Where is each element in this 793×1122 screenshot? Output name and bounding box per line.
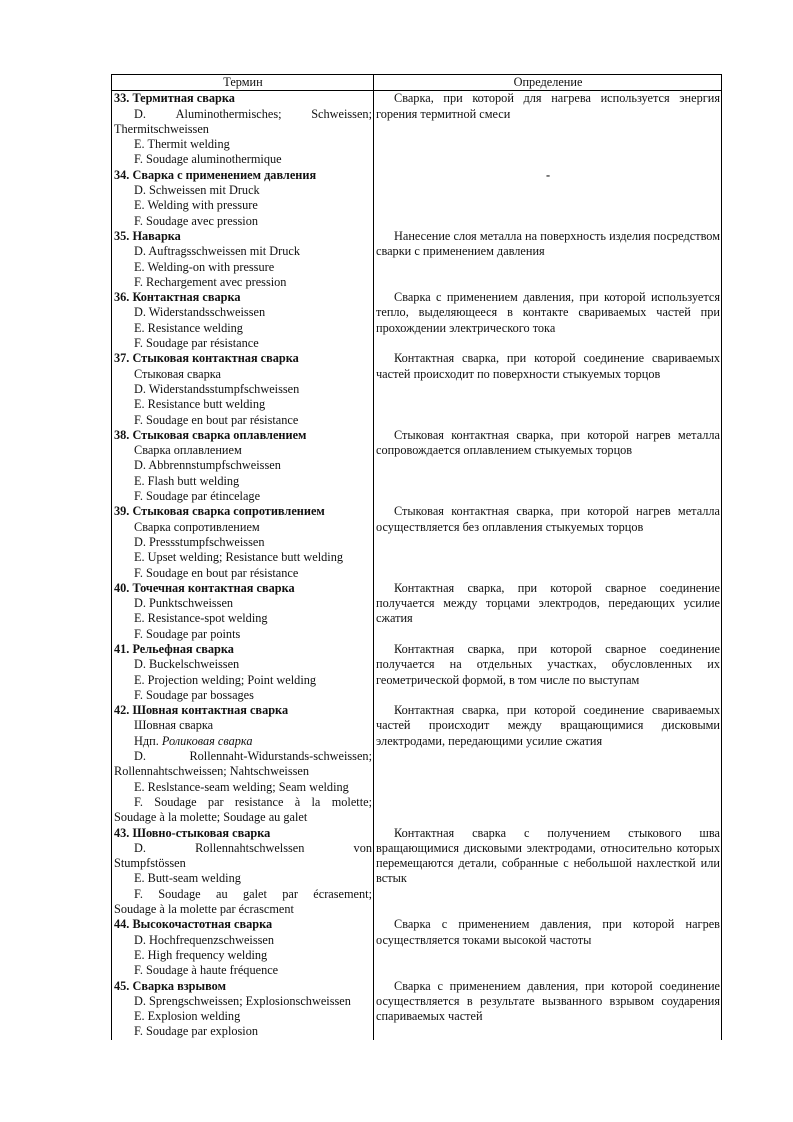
definition-text: Стыковая контактная сварка, при которой нагрев металла осуществляется без оплавления стыкуемых торцов xyxy=(376,504,720,534)
table-row xyxy=(112,229,722,290)
term-french: F. Soudage par points xyxy=(134,626,241,641)
definition-text: Стыковая контактная сварка, при которой нагрев металла сопровождается оплавлением стыкуемых торцов xyxy=(376,427,720,458)
term-title: 45. Сварка взрывом xyxy=(114,978,226,993)
table-row xyxy=(112,168,722,229)
term-french: F. Soudage en bout par résistance xyxy=(134,412,299,427)
term-french-cont: Soudage à la molette; Soudage au galet xyxy=(114,810,308,825)
term-german-cont: Rollennahtschweissen; Nahtschweissen xyxy=(114,764,310,779)
term-french: F. Soudage par étincelage xyxy=(134,489,261,504)
terms-table xyxy=(111,74,722,1040)
definition-text: Контактная сварка, при которой сварное соединение получается на отдельных участках, обусловленных их геометрической формой, в том числе по выступам xyxy=(376,641,720,687)
term-english: E. Butt-seam welding xyxy=(134,871,241,886)
term-english: E. Reslstance-seam welding; Seam welding xyxy=(134,779,349,794)
table-row xyxy=(112,91,722,168)
term-german: D. Buckelschweissen xyxy=(134,657,240,672)
term-title: 36. Контактная сварка xyxy=(114,290,241,305)
table-row xyxy=(112,504,722,580)
definition-text: Сварка с применением давления, при которой соединение осуществляется в результате вызванного взрывом соударения спариваемых частей xyxy=(376,978,720,1024)
definition-text: Контактная сварка, при которой соединение свариваемых частей происходит между вращающимися дисковыми электродами, передающими усилие сжатия xyxy=(376,703,720,748)
term-french: F. Rechargement avec pression xyxy=(134,274,287,289)
term-german: D. Punktschweissen xyxy=(134,596,234,611)
table-row xyxy=(112,703,722,825)
definition-text: Контактная сварка с получением стыкового шва вращающимися дисковыми электродами, относительно которых перемещаются детали, собранные с небольшой нахлесткой или встык xyxy=(376,825,720,886)
table-row xyxy=(112,351,722,427)
term-french: F. Soudage par bossages xyxy=(134,687,254,702)
term-title: 44. Высокочастотная сварка xyxy=(114,917,273,932)
term-title: 40. Точечная контактная сварка xyxy=(114,580,295,595)
term-english: E. Thermit welding xyxy=(134,137,230,152)
term-german: D. Widerstandsschweissen xyxy=(134,305,266,320)
term-english: E. Resistance-spot welding xyxy=(134,611,268,626)
term-german-line: D. Aluminothermisches; Schweissen; xyxy=(134,106,372,121)
table-row xyxy=(112,826,722,918)
term-synonym: Сварка сопротивлением xyxy=(134,519,260,534)
terminology-document xyxy=(111,74,721,1040)
table-row xyxy=(112,642,722,703)
term-french: F. Soudage à haute fréquence xyxy=(134,963,279,978)
term-german-cont: Thermitschweissen xyxy=(114,121,209,136)
definition-text: Контактная сварка, при которой сварное соединение получается между торцами электродов, передающих усилие сжатия xyxy=(376,580,720,626)
term-german-line: D. Rollennaht-Widurstands-schweissen; xyxy=(134,749,372,764)
term-title: 33. Термитная сварка xyxy=(114,91,235,106)
term-synonym: Шовная сварка xyxy=(134,718,214,733)
term-french: F. Soudage par resistance à la molette; xyxy=(134,794,372,809)
term-german: D. Widerstandsstumpfschweissen xyxy=(134,381,300,396)
term-french-cont: Soudage à la molette par écrascment xyxy=(114,902,294,917)
term-synonym: Сварка оплавлением xyxy=(134,443,242,458)
term-german: D. Sprengschweissen; Explosionschweissen xyxy=(134,993,351,1008)
term-synonym: Стыковая сварка xyxy=(134,366,221,381)
term-title: 41. Рельефная сварка xyxy=(114,641,234,656)
definition-dash: - xyxy=(545,167,551,182)
definition-column-header: Определение xyxy=(374,75,722,91)
term-french: F. Soudage en bout par résistance xyxy=(134,565,299,580)
term-title: 38. Стыковая сварка оплавлением xyxy=(114,427,307,442)
table-row xyxy=(112,290,722,351)
table-header xyxy=(112,75,722,91)
term-english: E. Resistance butt welding xyxy=(134,397,266,412)
term-german-line: D. Rollennahtschwelssen von xyxy=(134,840,372,855)
definition-text: Контактная сварка, при которой соединение свариваемых частей происходит по поверхности стыкуемых торцов xyxy=(376,351,720,381)
definition-text: Сварка, при которой для нагрева используется энергия горения термитной смеси xyxy=(376,91,720,121)
term-french: F. Soudage par résistance xyxy=(134,336,259,351)
term-english: E. Flash butt welding xyxy=(134,473,240,488)
term-title: 34. Сварка с применением давления xyxy=(114,167,317,182)
term-english: E. Welding with pressure xyxy=(134,198,258,213)
term-english: E. Welding-on with pressure xyxy=(134,259,275,274)
table-row xyxy=(112,917,722,978)
term-title: 42. Шовная контактная сварка xyxy=(114,703,289,718)
definition-text: Сварка с применением давления, при которой используется тепло, выделяющееся в контакте свариваемых частей при прохождении электрического тока xyxy=(376,290,720,335)
term-french: F. Soudage par explosion xyxy=(134,1024,259,1039)
term-english: E. Resistance welding xyxy=(134,320,243,335)
term-title: 43. Шовно-стыковая сварка xyxy=(114,825,271,840)
term-german-cont: Stumpfstössen xyxy=(114,856,186,871)
term-french: F. Soudage au galet par écrasement; xyxy=(134,886,372,901)
term-german: D. Pressstumpfschweissen xyxy=(134,534,265,549)
term-english: E. Explosion welding xyxy=(134,1009,241,1024)
table-row xyxy=(112,581,722,642)
table-row xyxy=(112,428,722,504)
term-english: E. High frequency welding xyxy=(134,947,268,962)
term-german: D. Abbrennstumpfschweissen xyxy=(134,458,281,473)
term-not-allowed: Ндп. Роликовая сварка xyxy=(134,733,253,748)
term-column-header: Термин xyxy=(112,75,374,91)
definition-text: Нанесение слоя металла на поверхность изделия посредством сварки с применением давления xyxy=(376,228,720,259)
term-german: D. Schweissen mit Druck xyxy=(134,183,260,198)
definition-text: Сварка с применением давления, при которой нагрев осуществляется токами высокой частоты xyxy=(376,917,720,947)
term-french: F. Soudage avec pression xyxy=(134,213,259,228)
term-german: D. Hochfrequenzschweissen xyxy=(134,932,274,947)
table-row xyxy=(112,979,722,1040)
term-title: 39. Стыковая сварка сопротивлением xyxy=(114,504,325,519)
term-english: E. Projection welding; Point welding xyxy=(134,672,317,687)
term-title: 35. Наварка xyxy=(114,228,181,243)
term-french: F. Soudage aluminothermique xyxy=(134,152,282,167)
term-german: D. Auftragsschweissen mit Druck xyxy=(134,244,300,259)
term-title: 37. Стыковая контактная сварка xyxy=(114,351,299,366)
term-english: E. Upset welding; Resistance butt welding xyxy=(134,550,344,565)
